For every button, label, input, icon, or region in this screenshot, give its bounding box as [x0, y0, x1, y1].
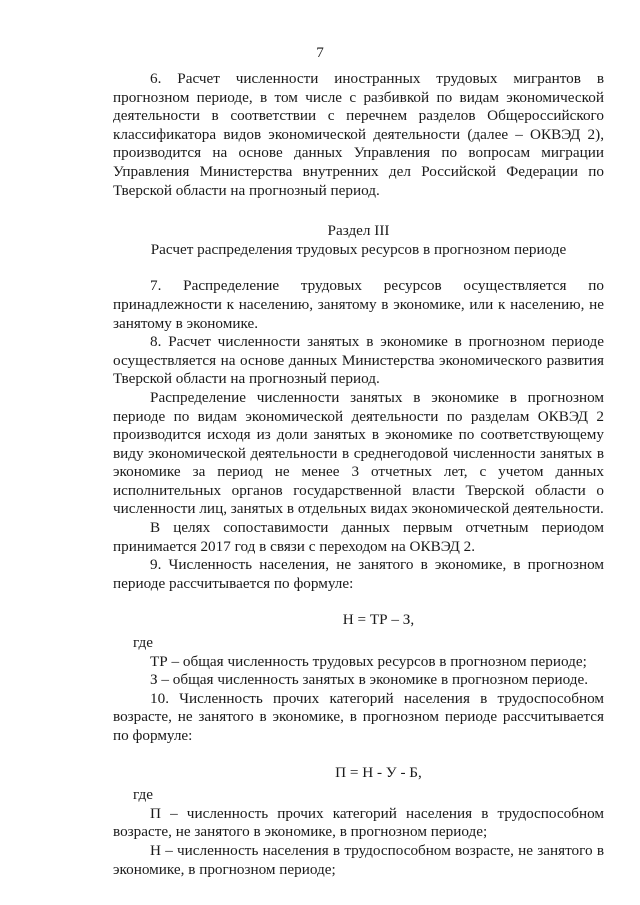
- section-title: Расчет распределения трудовых ресурсов в прогнозном периоде: [150, 240, 567, 258]
- paragraph-9: 9. Численность населения, не занятого в экономике, в прогнозном периоде рассчитывается по формуле:: [113, 556, 604, 592]
- paragraph-6: 6. Расчет численности иностранных трудовых мигрантов в прогнозном периоде, в том числе с разбивкой по видам экономической деятельности в соответствии с перечнем разделов Общероссийского классификатора видов экономической деятельности (далее – ОКВЭД 2), производится на основе данных Управления по вопросам миграции Управления Министерства внутренних дел Российской Федерации по Тверской области на прогнозный период.: [113, 70, 604, 199]
- paragraph-10: 10. Численность прочих категорий населения в трудоспособном возрасте, не занятого в экономике, в прогнозном периоде рассчитывается по формуле:: [113, 689, 604, 744]
- definition-n: Н – численность населения в трудоспособном возрасте, не занятого в экономике, в прогнозном периоде;: [113, 841, 604, 878]
- definition-p: П – численность прочих категорий населения в трудоспособном возрасте, не занятого в экономике, в прогнозном периоде;: [113, 804, 604, 841]
- paragraph-8-distribution: Распределение численности занятых в экономике в прогнозном периоде по видам экономической деятельности по разделам ОКВЭД 2 производится исходя из доли занятых в экономике по соответствующему виду экономической деятельности в среднегодовой численности занятых в экономике за период не менее 3 отчетных лет, с учетом данных исполнительных органов государственной власти Тверской области о численности лиц, занятых в отдельных видах экономической деятельности.: [113, 388, 604, 518]
- page-number: 7: [316, 44, 324, 61]
- formula-h: Н = ТР – З,: [342, 611, 415, 629]
- paragraph-8: 8. Расчет численности занятых в экономике в прогнозном периоде осуществляется на основе данных Министерства экономического развития Тверской области на прогнозный период.: [113, 333, 604, 388]
- formula-p: П = Н - У - Б,: [335, 763, 422, 781]
- paragraph-8-comparability: В целях сопоставимости данных первым отчетным периодом принимается 2017 год в связи с переходом на ОКВЭД 2.: [113, 519, 604, 555]
- where-label-2: где: [133, 786, 153, 804]
- definition-tr: ТР – общая численность трудовых ресурсов в прогнозном периоде;: [150, 652, 587, 670]
- document-body: [113, 70, 604, 879]
- where-label-1: где: [133, 634, 153, 652]
- paragraph-7: 7. Распределение трудовых ресурсов осуществляется по принадлежности к населению, занятому в экономике, или к населению, не занятому в экономике.: [113, 277, 604, 332]
- definition-z: З – общая численность занятых в экономике в прогнозном периоде.: [150, 671, 589, 689]
- section-heading: Раздел III: [327, 222, 390, 240]
